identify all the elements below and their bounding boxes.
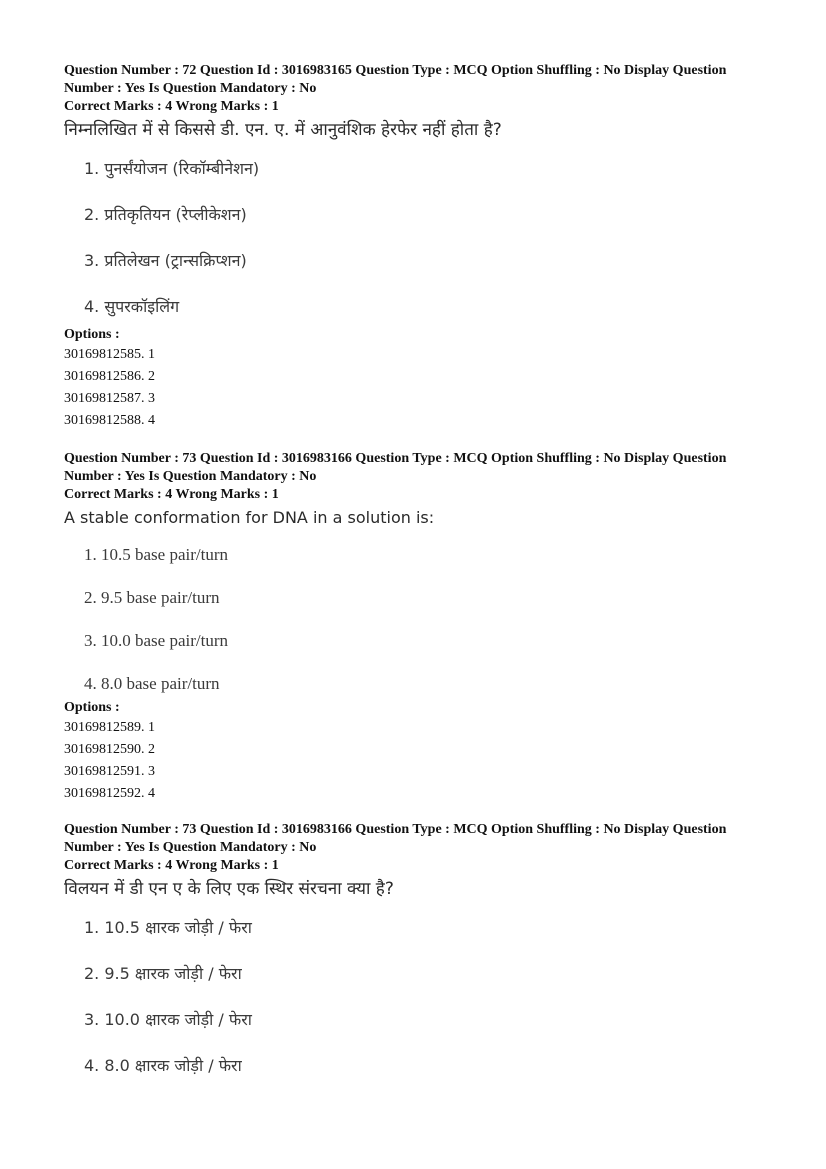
answer-choice: 1. 10.5 base pair/turn xyxy=(84,545,228,564)
answer-choice: 4. सुपरकॉइलिंग xyxy=(84,297,180,316)
option-id: 30169812588. 4 xyxy=(64,413,155,428)
option-id: 30169812586. 2 xyxy=(64,369,155,384)
answer-choice: 2. प्रतिकृतियन (रेप्लीकेशन) xyxy=(84,205,247,224)
answer-choice: 1. पुनर्संयोजन (रिकॉम्बीनेशन) xyxy=(84,159,260,178)
question-text: A stable conformation for DNA in a solution is: xyxy=(64,508,435,527)
answer-choice: 2. 9.5 base pair/turn xyxy=(84,588,220,607)
answer-choice: 4. 8.0 क्षारक जोड़ी / फेरा xyxy=(84,1056,242,1075)
document-page xyxy=(64,62,784,1099)
option-id: 30169812587. 3 xyxy=(64,391,155,406)
question-block-73-hi xyxy=(64,821,784,1099)
option-id: 30169812590. 2 xyxy=(64,742,155,757)
question-meta-line: Question Number : 73 Question Id : 3016983166 Question Type : MCQ Option Shuffling : No Display Question xyxy=(64,451,727,466)
question-meta-line: Number : Yes Is Question Mandatory : No xyxy=(64,81,317,96)
question-block-72 xyxy=(64,62,784,432)
marks-line: Correct Marks : 4 Wrong Marks : 1 xyxy=(64,487,279,502)
answer-choice: 1. 10.5 क्षारक जोड़ी / फेरा xyxy=(84,918,252,937)
options-label: Options : xyxy=(64,700,120,715)
marks-line: Correct Marks : 4 Wrong Marks : 1 xyxy=(64,99,279,114)
answer-choice: 4. 8.0 base pair/turn xyxy=(84,674,220,693)
question-text: विलयन में डी एन ए के लिए एक स्थिर संरचना क्या है? xyxy=(64,879,394,899)
question-meta-line: Question Number : 73 Question Id : 3016983166 Question Type : MCQ Option Shuffling : No Display Question xyxy=(64,822,727,837)
answer-choice: 2. 9.5 क्षारक जोड़ी / फेरा xyxy=(84,964,242,983)
question-meta-line: Question Number : 72 Question Id : 3016983165 Question Type : MCQ Option Shuffling : No Display Question xyxy=(64,63,727,78)
answer-choice: 3. 10.0 क्षारक जोड़ी / फेरा xyxy=(84,1010,252,1029)
options-label: Options : xyxy=(64,327,120,342)
option-id: 30169812591. 3 xyxy=(64,764,155,779)
question-block-73-en xyxy=(64,450,784,805)
answer-choice: 3. प्रतिलेखन (ट्रान्सक्रिप्शन) xyxy=(84,251,247,270)
question-meta-line: Number : Yes Is Question Mandatory : No xyxy=(64,840,317,855)
marks-line: Correct Marks : 4 Wrong Marks : 1 xyxy=(64,858,279,873)
option-id: 30169812589. 1 xyxy=(64,720,155,735)
option-id: 30169812592. 4 xyxy=(64,786,155,801)
question-meta-line: Number : Yes Is Question Mandatory : No xyxy=(64,469,317,484)
answer-choice: 3. 10.0 base pair/turn xyxy=(84,631,228,650)
question-text: निम्नलिखित में से किससे डी. एन. ए. में आनुवंशिक हेरफेर नहीं होता है? xyxy=(64,120,502,140)
option-id: 30169812585. 1 xyxy=(64,347,155,362)
